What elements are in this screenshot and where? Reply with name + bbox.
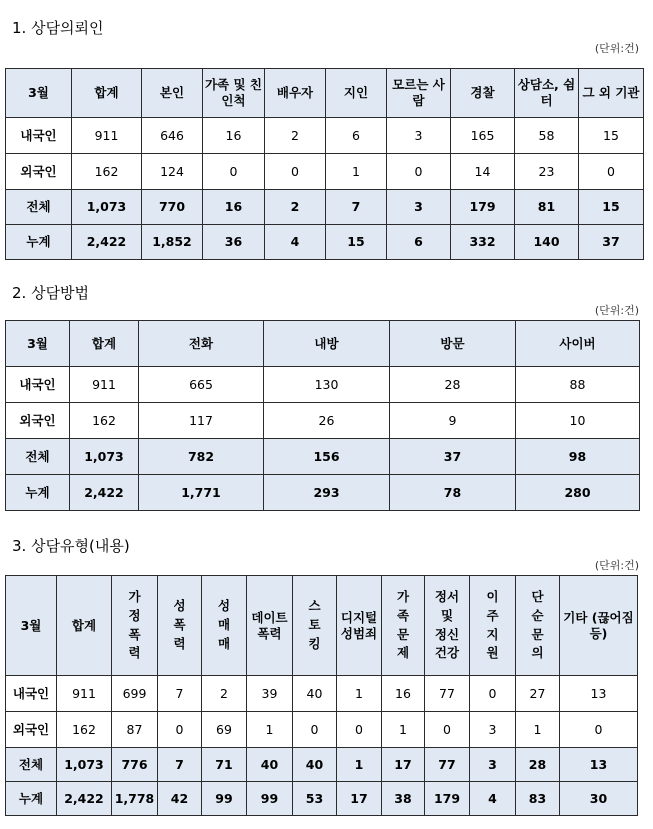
section3-title: 3. 상담유형(내용) [12,537,130,555]
table-cell: 14 [451,154,515,190]
row-label: 누계 [6,475,70,511]
table-cell: 1 [516,712,560,748]
table-cell: 71 [202,748,247,782]
table-cell: 179 [425,782,470,816]
header-cell: 사이버 [516,321,640,367]
table-cell: 17 [337,782,382,816]
table-cell: 17 [382,748,425,782]
table-cell: 99 [247,782,293,816]
header-label: 가족문제 [396,589,410,661]
table-cell: 699 [112,676,158,712]
table-cell: 16 [203,118,265,154]
table-row [6,712,638,748]
header-cell: 배우자 [265,69,326,118]
table-cell: 1 [337,748,382,782]
header-cell: 지인 [326,69,387,118]
section2-title: 2. 상담방법 [12,284,90,302]
table-row [6,782,638,816]
table-cell: 77 [425,676,470,712]
table-cell: 124 [142,154,203,190]
header-cell: 그 외 기관 [579,69,644,118]
table-cell: 39 [247,676,293,712]
table-cell: 4 [470,782,516,816]
table-cell: 0 [387,154,451,190]
header-cell: 내방 [264,321,390,367]
table-cell: 2,422 [57,782,112,816]
table-cell: 37 [390,439,516,475]
table-cell: 28 [390,367,516,403]
table-cell: 81 [515,190,579,225]
header-cell [382,576,425,676]
table-cell: 0 [158,712,202,748]
table-cell: 7 [158,748,202,782]
table-cell: 3 [470,748,516,782]
table-cell: 0 [425,712,470,748]
table-header-row [6,69,644,118]
table-cell: 36 [203,225,265,260]
row-label: 전체 [6,748,57,782]
table-cell: 140 [515,225,579,260]
table-cell: 98 [516,439,640,475]
table-cell: 293 [264,475,390,511]
table-cell: 782 [139,439,264,475]
table-cell: 0 [579,154,644,190]
table-cell: 16 [203,190,265,225]
table-cell: 3 [470,712,516,748]
section3-unit: (단위:건) [594,559,639,572]
table-cell: 26 [264,403,390,439]
table-cell: 2 [202,676,247,712]
client-table [5,68,644,260]
table-cell: 27 [516,676,560,712]
table-cell: 28 [516,748,560,782]
table-cell: 87 [112,712,158,748]
table-cell: 15 [579,118,644,154]
table-row [6,154,644,190]
header-cell: 본인 [142,69,203,118]
table-cell: 78 [390,475,516,511]
table-cell: 13 [560,748,638,782]
table-cell: 99 [202,782,247,816]
type-table [5,575,638,816]
table-cell: 1,852 [142,225,203,260]
table-cell: 77 [425,748,470,782]
table-cell: 332 [451,225,515,260]
header-cell [202,576,247,676]
table-cell: 6 [387,225,451,260]
header-cell [293,576,337,676]
table-cell: 179 [451,190,515,225]
row-label: 내국인 [6,118,72,154]
table-row [6,748,638,782]
header-cell: 3월 [6,321,70,367]
table-cell: 0 [293,712,337,748]
table-cell: 770 [142,190,203,225]
table-header-row [6,321,640,367]
header-cell: 상담소, 쉼터 [515,69,579,118]
table-cell: 646 [142,118,203,154]
table-cell: 83 [516,782,560,816]
header-cell: 전화 [139,321,264,367]
table-cell: 162 [72,154,142,190]
header-label: 성매매 [217,598,231,651]
table-cell: 165 [451,118,515,154]
table-row [6,676,638,712]
table-cell: 1 [326,154,387,190]
header-cell: 합계 [72,69,142,118]
table-cell: 40 [247,748,293,782]
table-cell: 2 [265,190,326,225]
header-cell: 경찰 [451,69,515,118]
table-cell: 42 [158,782,202,816]
table-cell: 162 [57,712,112,748]
table-cell: 30 [560,782,638,816]
table-cell: 69 [202,712,247,748]
section1-unit: (단위:건) [594,42,639,55]
table-cell: 13 [560,676,638,712]
table-cell: 2 [265,118,326,154]
section2-unit: (단위:건) [594,304,639,317]
table-cell: 10 [516,403,640,439]
header-cell: 데이트 폭력 [247,576,293,676]
table-cell: 37 [579,225,644,260]
header-label: 정서 및 정신 건강 [434,589,460,661]
header-cell [516,576,560,676]
table-cell: 0 [265,154,326,190]
table-cell: 1,073 [57,748,112,782]
table-row [6,190,644,225]
header-label: 성폭력 [173,598,186,651]
header-cell [470,576,516,676]
table-cell: 1 [247,712,293,748]
header-cell: 모르는 사람 [387,69,451,118]
header-label: 스토킹 [308,598,321,651]
header-label: 가정폭력 [128,589,141,661]
row-label: 외국인 [6,712,57,748]
table-row [6,403,640,439]
header-cell: 3월 [6,576,57,676]
table-cell: 776 [112,748,158,782]
header-cell [158,576,202,676]
row-label: 전체 [6,190,72,225]
table-row [6,225,644,260]
table-cell: 1 [382,712,425,748]
table-cell: 4 [265,225,326,260]
table-cell: 1,073 [72,190,142,225]
header-cell: 합계 [70,321,139,367]
table-cell: 40 [293,676,337,712]
table-cell: 162 [70,403,139,439]
table-cell: 2,422 [72,225,142,260]
table-cell: 130 [264,367,390,403]
header-label: 이주지원 [486,589,499,661]
table-cell: 1,073 [70,439,139,475]
table-cell: 3 [387,118,451,154]
table-row [6,475,640,511]
table-cell: 280 [516,475,640,511]
table-header-row [6,576,638,676]
header-cell [112,576,158,676]
header-cell [425,576,470,676]
table-cell: 15 [326,225,387,260]
section1-title: 1. 상담의뢰인 [12,19,104,37]
table-cell: 40 [293,748,337,782]
row-label: 내국인 [6,676,57,712]
header-cell: 디지털 성범죄 [337,576,382,676]
table-cell: 2,422 [70,475,139,511]
row-label: 누계 [6,782,57,816]
row-label: 내국인 [6,367,70,403]
method-table [5,320,640,511]
table-cell: 7 [158,676,202,712]
table-cell: 6 [326,118,387,154]
header-cell: 기타 (끊어짐 등) [560,576,638,676]
header-cell: 합계 [57,576,112,676]
table-cell: 16 [382,676,425,712]
table-cell: 88 [516,367,640,403]
table-cell: 117 [139,403,264,439]
table-cell: 0 [337,712,382,748]
table-cell: 1 [337,676,382,712]
row-label: 외국인 [6,154,72,190]
row-label: 누계 [6,225,72,260]
table-cell: 58 [515,118,579,154]
table-cell: 53 [293,782,337,816]
table-cell: 38 [382,782,425,816]
table-cell: 665 [139,367,264,403]
table-cell: 0 [203,154,265,190]
row-label: 외국인 [6,403,70,439]
row-label: 전체 [6,439,70,475]
table-cell: 23 [515,154,579,190]
table-cell: 1,771 [139,475,264,511]
table-cell: 911 [70,367,139,403]
table-row [6,118,644,154]
header-cell: 방문 [390,321,516,367]
table-cell: 7 [326,190,387,225]
header-cell: 가족 및 친인척 [203,69,265,118]
table-cell: 9 [390,403,516,439]
table-cell: 911 [57,676,112,712]
table-cell: 911 [72,118,142,154]
table-cell: 1,778 [112,782,158,816]
table-row [6,439,640,475]
table-cell: 15 [579,190,644,225]
header-label: 단순문의 [531,589,544,661]
header-cell: 3월 [6,69,72,118]
table-row [6,367,640,403]
table-cell: 156 [264,439,390,475]
table-cell: 3 [387,190,451,225]
table-cell: 0 [560,712,638,748]
table-cell: 0 [470,676,516,712]
